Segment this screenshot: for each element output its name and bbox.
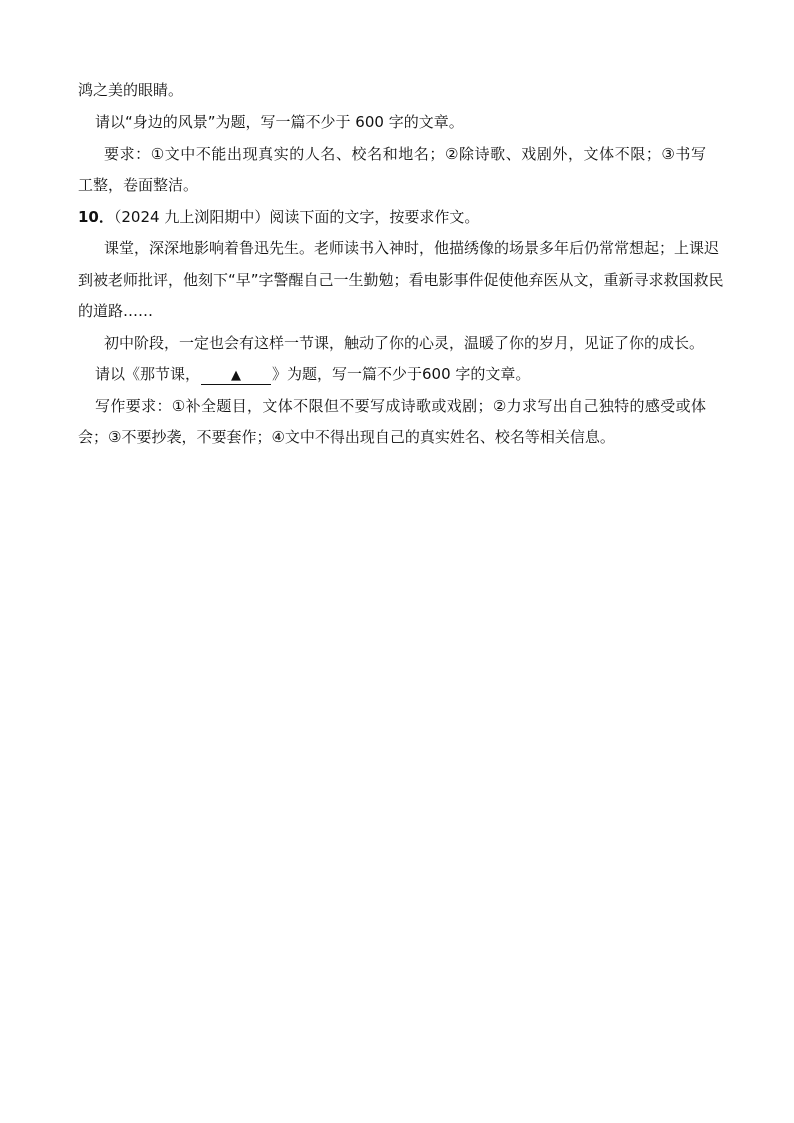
reading-passage-line: 初中阶段，一定也会有这样一节课，触动了你的心灵，温暖了你的岁月，见证了你的成长。 (104, 334, 705, 352)
triangle-icon: ▲ (231, 368, 242, 383)
question-instruction: （2024 九上浏阳期中）阅读下面的文字，按要求作文。 (113, 208, 480, 226)
question-heading (78, 207, 479, 227)
requirements-line: 要求：①文中不能出现真实的人名、校名和地名；②除诗歌、戏剧外，文体不限；③书写 (104, 145, 706, 163)
question-number: 10． (78, 208, 114, 226)
essay-prompt-1: 请以“身边的风景”为题，写一篇不少于 600 字的文章。 (95, 113, 464, 131)
writing-requirements-line: 会；③不要抄袭，不要套作；④文中不得出现自己的真实姓名、校名等相关信息。 (78, 428, 615, 446)
text-line: 鸿之美的眼睛。 (78, 81, 184, 99)
essay-title-prompt (95, 364, 530, 385)
reading-passage-line: 到被老师批评，他刻下“早”字警醒自己一生勤勉；看电影事件促使他弃医从文，重新寻求救国救民 (78, 271, 724, 289)
title-suffix: 》为题，写一篇不少于600 字的文章。 (272, 365, 531, 383)
requirements-line: 工整，卷面整洁。 (78, 176, 199, 194)
reading-passage-line: 的道路…… (78, 302, 154, 320)
title-blank (201, 366, 271, 385)
writing-requirements-line: 写作要求：①补全题目，文体不限但不要写成诗歌或戏剧；②力求写出自己独特的感受或体 (95, 397, 706, 415)
title-prefix: 请以《那节课， (95, 365, 201, 383)
reading-passage-line: 课堂，深深地影响着鲁迅先生。老师读书入神时，他描绣像的场景多年后仍常常想起；上课迟 (104, 239, 720, 257)
